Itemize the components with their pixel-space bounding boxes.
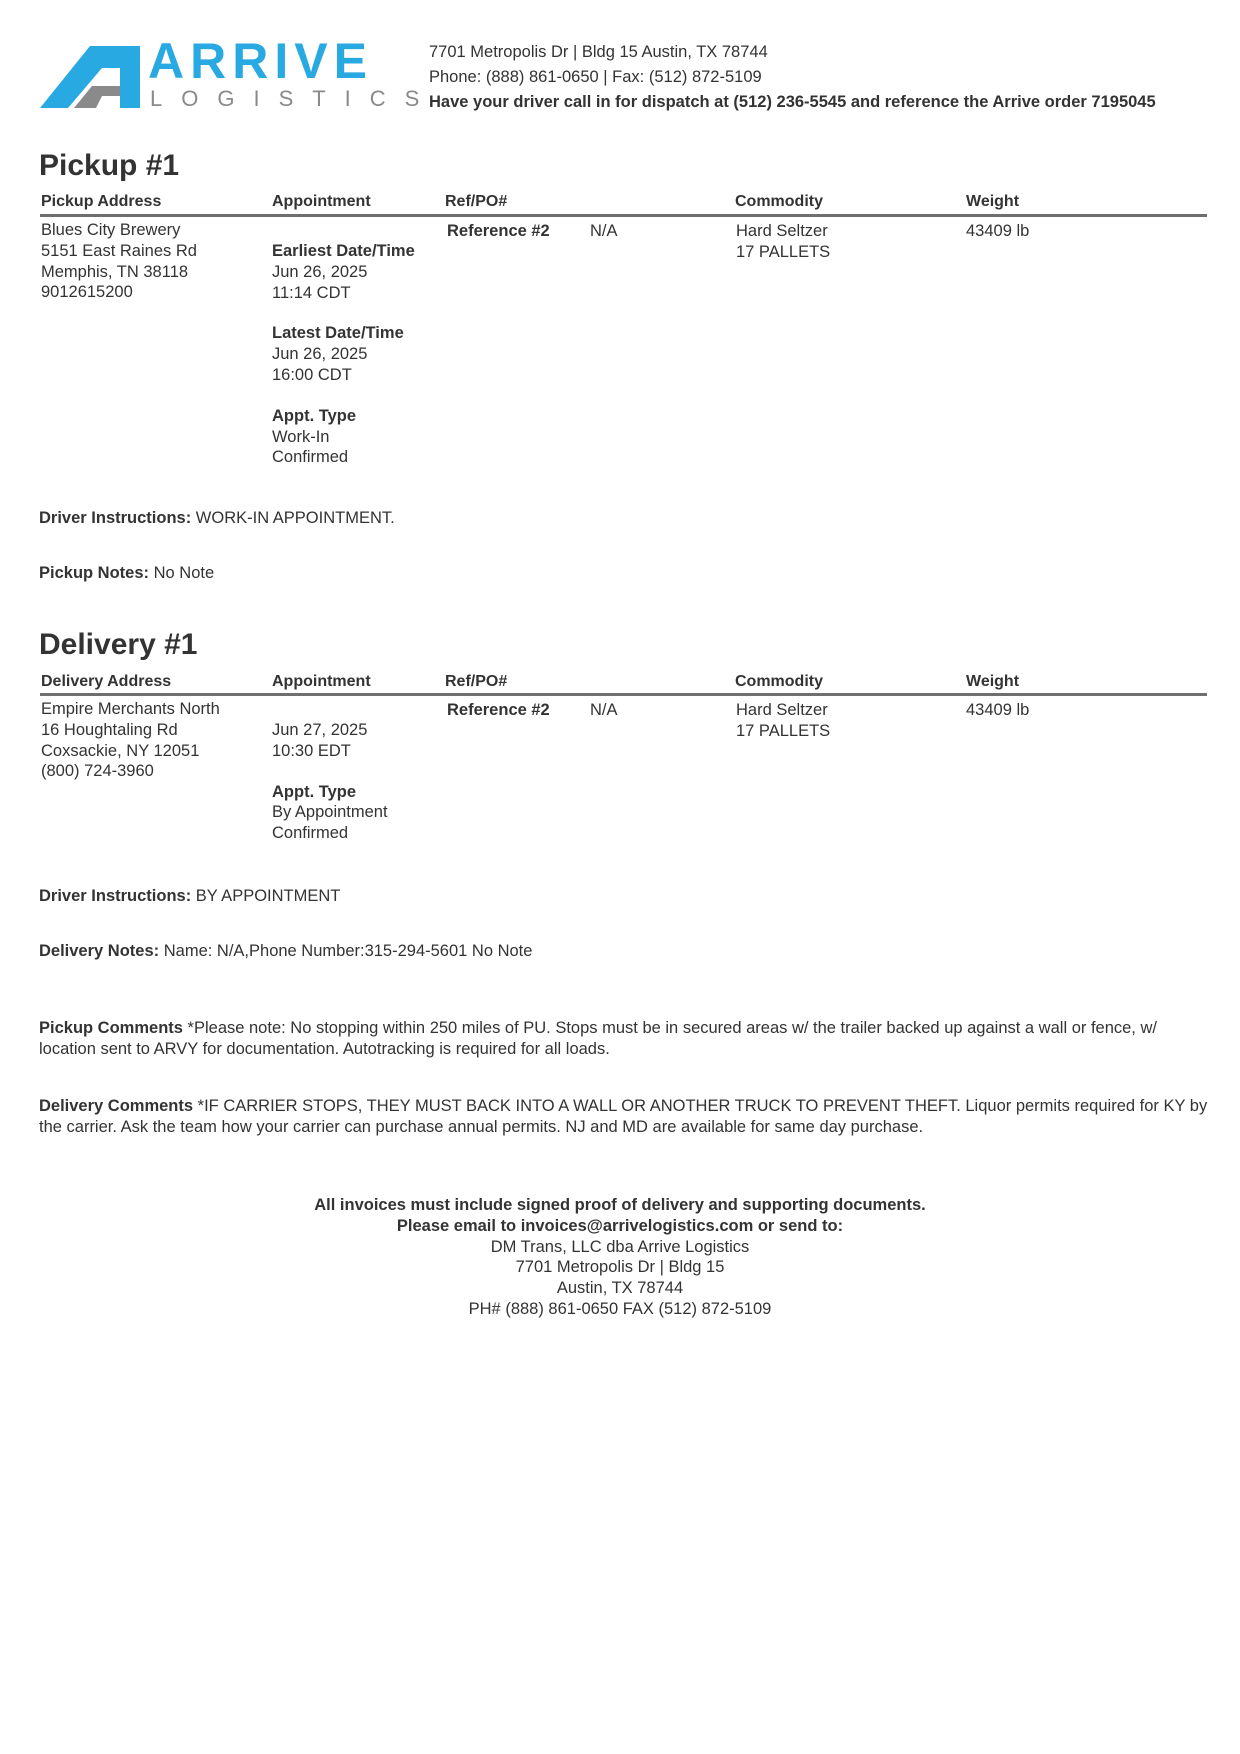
pickup-address bbox=[41, 220, 197, 303]
pickup-appt-status: Confirmed bbox=[272, 448, 349, 467]
delivery-commodity bbox=[736, 700, 830, 742]
pickup-col-ref: Ref/PO# bbox=[445, 193, 508, 210]
delivery-col-appointment: Appointment bbox=[272, 673, 371, 690]
delivery-weight: 43409 lb bbox=[966, 701, 1030, 719]
delivery-table-rule bbox=[40, 693, 1207, 696]
delivery-notes-text: Name: N/A,Phone Number:315-294-5601 No Note bbox=[163, 942, 533, 960]
pickup-latest-date: Jun 26, 2025 bbox=[272, 345, 368, 364]
pickup-comments-label: Pickup Comments bbox=[39, 1019, 183, 1037]
pickup-address-city: Memphis, TN 38118 bbox=[41, 262, 189, 281]
delivery-notes-label: Delivery Notes: bbox=[39, 942, 160, 960]
delivery-title: Delivery #1 bbox=[39, 628, 198, 661]
pickup-title: Pickup #1 bbox=[39, 149, 180, 182]
pickup-appt-type-label: Appt. Type bbox=[272, 406, 357, 425]
delivery-address-city: Coxsackie, NY 12051 bbox=[41, 741, 200, 760]
pickup-latest-label: Latest Date/Time bbox=[272, 324, 404, 343]
pickup-col-address: Pickup Address bbox=[41, 193, 162, 210]
pickup-ref-value: N/A bbox=[590, 222, 618, 240]
footer-city: Austin, TX 78744 bbox=[556, 1279, 684, 1298]
pickup-driver-instructions bbox=[39, 509, 395, 528]
delivery-address bbox=[41, 699, 220, 782]
delivery-appt-type: By Appointment bbox=[272, 803, 388, 822]
delivery-col-address: Delivery Address bbox=[41, 673, 172, 690]
pickup-ref-label: Reference #2 bbox=[447, 222, 550, 240]
pickup-comments bbox=[39, 1018, 1209, 1060]
company-address: 7701 Metropolis Dr | Bldg 15 Austin, TX 78744 bbox=[429, 43, 768, 61]
delivery-comments-text: *IF CARRIER STOPS, THEY MUST BACK INTO A WALL OR ANOTHER TRUCK TO PREVENT THEFT. Liquor permits required for KY by the carrier. Ask the team how your carrier can purchase annual permits. NJ and MD are available for same day purchase. bbox=[39, 1097, 1208, 1136]
delivery-col-weight: Weight bbox=[966, 673, 1020, 690]
delivery-commodity-name: Hard Seltzer bbox=[736, 701, 828, 719]
delivery-notes bbox=[39, 942, 532, 961]
pickup-notes bbox=[39, 564, 214, 583]
arrive-logo bbox=[40, 33, 439, 111]
delivery-comments bbox=[39, 1096, 1209, 1138]
logo-wordmark: ARRIVE bbox=[148, 33, 373, 89]
delivery-col-commodity: Commodity bbox=[735, 673, 823, 690]
delivery-time: 10:30 EDT bbox=[272, 741, 351, 760]
pickup-notes-text: No Note bbox=[153, 564, 215, 582]
pickup-address-name: Blues City Brewery bbox=[41, 221, 181, 239]
delivery-driver-instructions-label: Driver Instructions: bbox=[39, 887, 192, 905]
delivery-driver-instructions bbox=[39, 887, 340, 906]
delivery-appt-status: Confirmed bbox=[272, 824, 349, 843]
pickup-driver-instructions-label: Driver Instructions: bbox=[39, 509, 192, 527]
pickup-commodity-qty: 17 PALLETS bbox=[736, 242, 831, 261]
pickup-appointment bbox=[272, 241, 415, 468]
delivery-address-name: Empire Merchants North bbox=[41, 700, 220, 718]
pickup-weight: 43409 lb bbox=[966, 222, 1030, 240]
delivery-date: Jun 27, 2025 bbox=[272, 721, 368, 739]
delivery-comments-label: Delivery Comments bbox=[39, 1097, 194, 1115]
delivery-appointment bbox=[272, 720, 388, 844]
delivery-appt-type-label: Appt. Type bbox=[272, 782, 357, 801]
pickup-earliest-time: 11:14 CDT bbox=[272, 283, 351, 302]
pickup-earliest-label: Earliest Date/Time bbox=[272, 242, 415, 260]
delivery-address-phone: (800) 724-3960 bbox=[41, 762, 154, 781]
delivery-driver-instructions-text: BY APPOINTMENT bbox=[195, 887, 341, 905]
pickup-address-street: 5151 East Raines Rd bbox=[41, 241, 197, 260]
footer-phone-fax: PH# (888) 861-0650 FAX (512) 872-5109 bbox=[468, 1299, 772, 1318]
pickup-driver-instructions-text: WORK-IN APPOINTMENT. bbox=[195, 509, 395, 527]
pickup-earliest-date: Jun 26, 2025 bbox=[272, 262, 368, 281]
pickup-col-weight: Weight bbox=[966, 193, 1020, 210]
delivery-ref-value: N/A bbox=[590, 701, 618, 719]
logo-tagline: LOGISTICS bbox=[150, 86, 439, 111]
footer-street: 7701 Metropolis Dr | Bldg 15 bbox=[515, 1258, 725, 1277]
pickup-table-rule bbox=[40, 214, 1207, 217]
pickup-latest-time: 16:00 CDT bbox=[272, 365, 352, 384]
footer-invoice-requirement: All invoices must include signed proof of delivery and supporting documents. bbox=[314, 1196, 926, 1214]
arrive-logo-mark-icon bbox=[40, 46, 140, 108]
pickup-comments-text: *Please note: No stopping within 250 miles of PU. Stops must be in secured areas w/ the trailer backed up against a wall or fence, w/ location sent to ARVY for documentation. Autotracking is required for all loads. bbox=[39, 1019, 1157, 1058]
company-phone-fax: Phone: (888) 861-0650 | Fax: (512) 872-5109 bbox=[429, 68, 762, 86]
dispatch-instructions: Have your driver call in for dispatch at (512) 236-5545 and reference the Arrive order 7195045 bbox=[429, 93, 1156, 111]
pickup-commodity bbox=[736, 221, 830, 263]
pickup-col-appointment: Appointment bbox=[272, 193, 371, 210]
company-header bbox=[429, 40, 1156, 115]
delivery-ref-label: Reference #2 bbox=[447, 701, 550, 719]
pickup-appt-type: Work-In bbox=[272, 427, 330, 446]
pickup-col-commodity: Commodity bbox=[735, 193, 823, 210]
delivery-address-street: 16 Houghtaling Rd bbox=[41, 720, 178, 739]
pickup-address-phone: 9012615200 bbox=[41, 283, 133, 302]
footer-email-instruction: Please email to invoices@arrivelogistics.com or send to: bbox=[396, 1216, 844, 1235]
invoice-footer bbox=[0, 1195, 1240, 1320]
delivery-commodity-qty: 17 PALLETS bbox=[736, 721, 831, 740]
footer-company-name: DM Trans, LLC dba Arrive Logistics bbox=[490, 1237, 750, 1256]
pickup-commodity-name: Hard Seltzer bbox=[736, 222, 828, 240]
pickup-notes-label: Pickup Notes: bbox=[39, 564, 150, 582]
delivery-col-ref: Ref/PO# bbox=[445, 673, 508, 690]
